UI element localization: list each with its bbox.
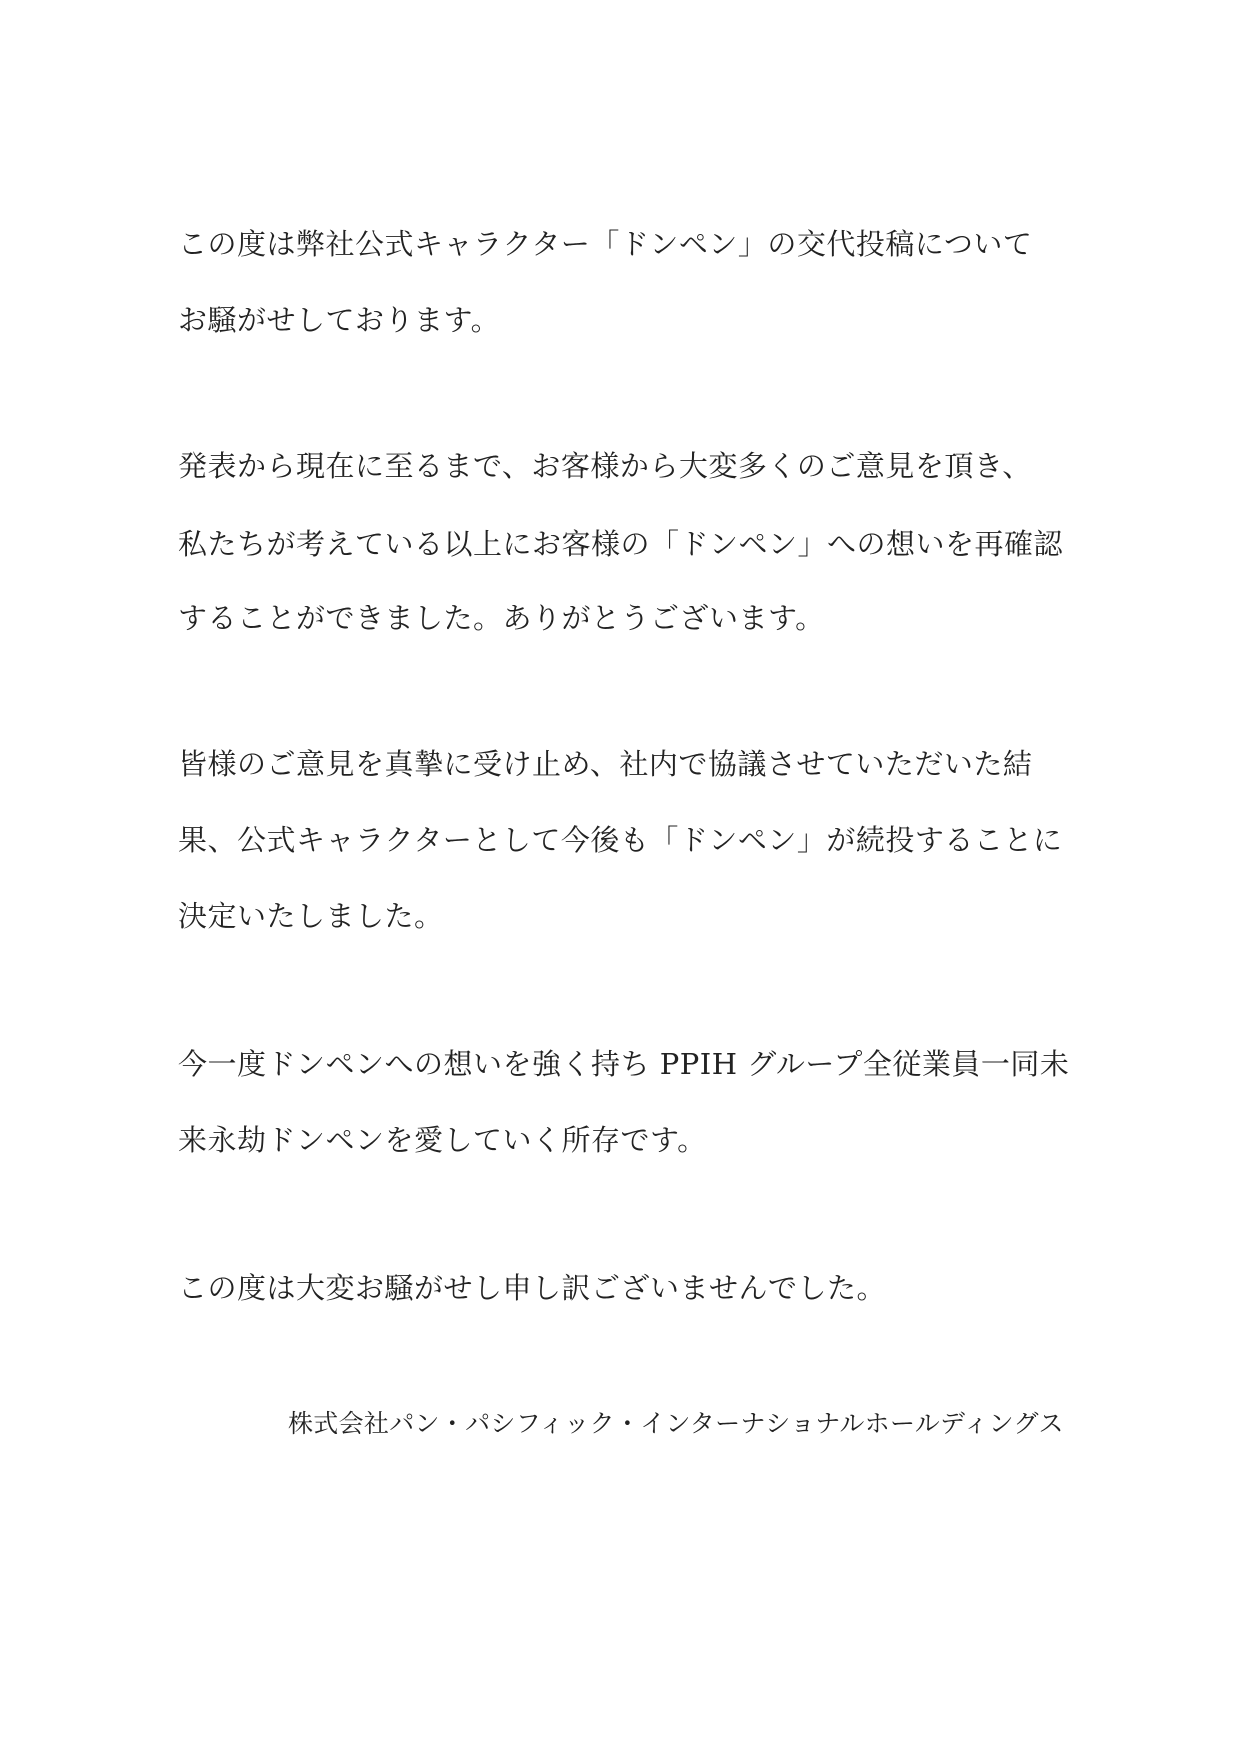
paragraph-3-line-1: 皆様のご意見を真摯に受け止め、社内で協議させていただいた結 xyxy=(178,747,1033,781)
paragraph-2-line-3: することができました。ありがとうございます。 xyxy=(178,601,825,635)
company-signature: 株式会社パン・パシフィック・インターナショナルホールディングス xyxy=(288,1409,1064,1438)
paragraph-1-line-1: この度は弊社公式キャラクター「ドンペン」の交代投稿について xyxy=(178,227,1033,261)
paragraph-2-line-2: 私たちが考えている以上にお客様の「ドンペン」への想いを再確認 xyxy=(178,527,1064,561)
paragraph-5-line-1: この度は大変お騒がせし申し訳ございませんでした。 xyxy=(178,1271,887,1305)
paragraph-1-line-2: お騒がせしております。 xyxy=(178,303,501,337)
paragraph-4-line-2: 来永劫ドンペンを愛していく所存です。 xyxy=(178,1123,707,1157)
paragraph-2-line-1: 発表から現在に至るまで、お客様から大変多くのご意見を頂き、 xyxy=(178,449,1032,483)
paragraph-3-line-3: 決定いたしました。 xyxy=(178,899,444,933)
paragraph-4-line-1: 今一度ドンペンへの想いを強く持ち PPIH グループ全従業員一同未 xyxy=(178,1047,1070,1081)
paragraph-3-line-2: 果、公式キャラクターとして今後も「ドンペン」が続投することに xyxy=(178,823,1063,857)
